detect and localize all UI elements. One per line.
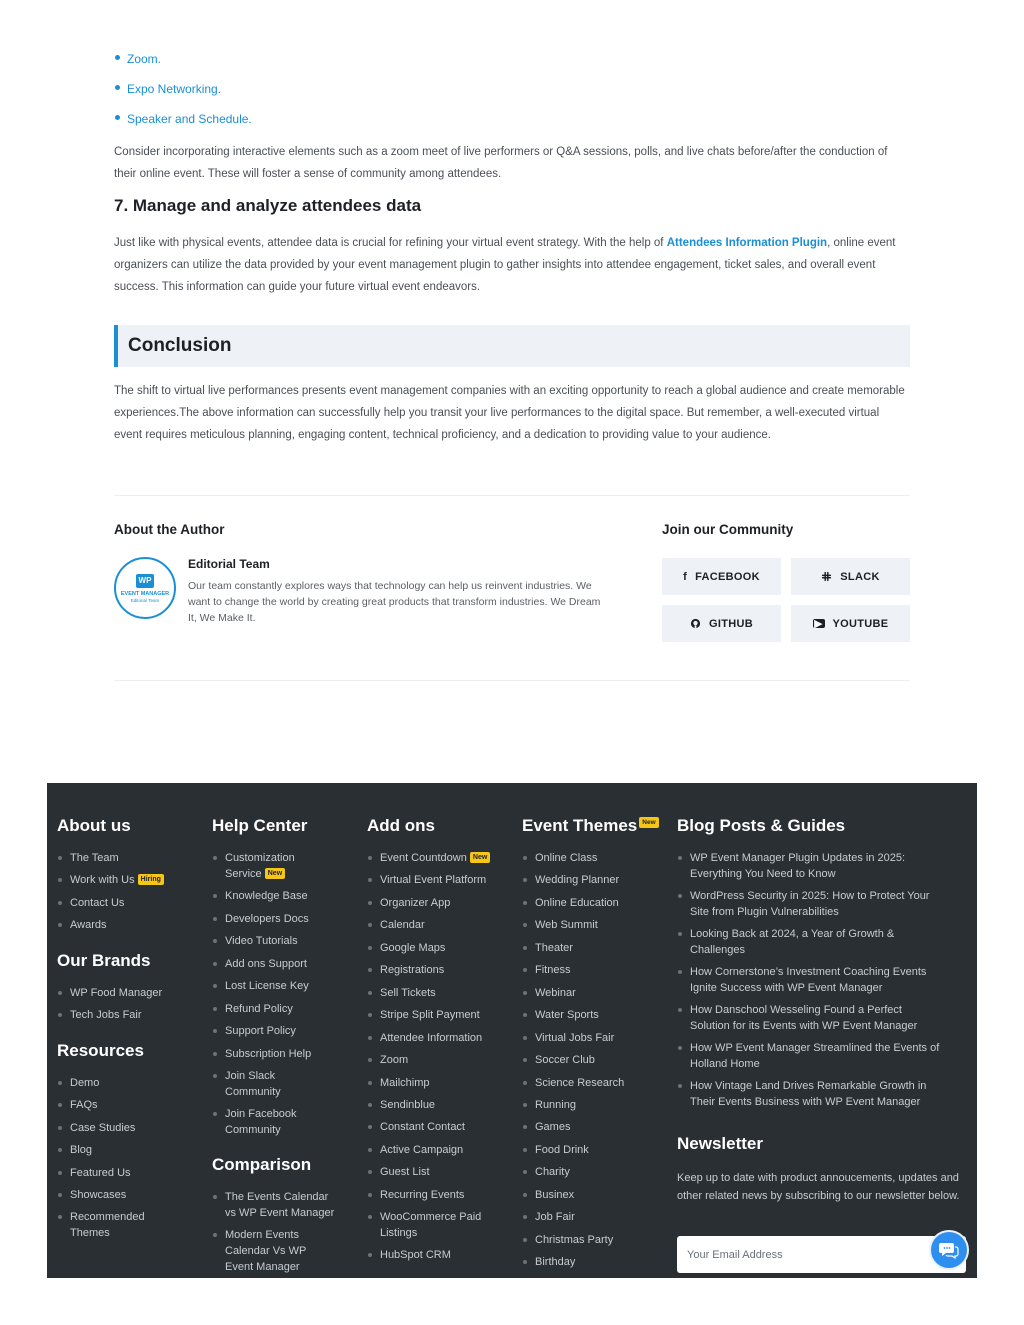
footer-link-cont[interactable] [212, 866, 285, 882]
footer-link[interactable]: WP Food Manager [57, 985, 162, 1001]
footer-link[interactable]: Lost License Key [212, 978, 309, 994]
footer-link[interactable]: The Events Calendar [212, 1189, 328, 1205]
section-heading: 7. Manage and analyze attendees data [114, 196, 422, 215]
footer-heading-label: Event Themes [522, 816, 638, 835]
newsletter-description: Keep up to date with product annoucements, updates and other related news by subscribing to our newsletter below. [677, 1172, 960, 1202]
footer-link-cont[interactable]: Solution for its Events with WP Event Manager [690, 1020, 918, 1032]
footer-link[interactable]: Blog [57, 1142, 92, 1158]
site-footer [47, 783, 977, 1278]
footer-heading-help: Help Center [212, 816, 308, 835]
slack-label: SLACK [840, 570, 880, 583]
footer-link-cont[interactable]: Community [225, 1124, 281, 1136]
facebook-label: FACEBOOK [695, 570, 760, 583]
author-bio: Our team constantly explores ways that technology can help us reinvent industries. We want to change the world by creating great products that transform industries. We Dream It, We Make It. [188, 580, 601, 624]
footer-link[interactable]: Join Slack [212, 1068, 275, 1084]
footer-link[interactable]: Virtual Jobs Fair [522, 1030, 614, 1046]
feature-list [114, 44, 252, 134]
footer-link[interactable]: Google Maps [367, 940, 445, 956]
divider [114, 495, 910, 496]
footer-link[interactable]: Refund Policy [212, 1001, 293, 1017]
footer-link[interactable]: Theater [522, 940, 573, 956]
footer-link[interactable]: Games [522, 1119, 570, 1135]
logo-line: Editorial Team [130, 597, 160, 603]
footer-link[interactable]: How Cornerstone’s Investment Coaching Events [677, 964, 926, 980]
paragraph-text: Just like with physical events, attendee data is crucial for refining your virtual event strategy. With the help of [114, 237, 667, 249]
footer-heading-brands: Our Brands [57, 951, 151, 970]
footer-heading-blog: Blog Posts & Guides [677, 816, 846, 835]
divider [114, 680, 910, 681]
footer-link[interactable]: Water Sports [522, 1007, 599, 1023]
footer-link[interactable]: WordPress Security in 2025: How to Protect Your [677, 888, 929, 904]
footer-link[interactable]: WP Event Manager Plugin Updates in 2025: [677, 850, 905, 866]
footer-link-cont[interactable]: Event Manager [225, 1261, 300, 1273]
paragraph-text: , online event organizers can utilize the data provided by your event management plugin to gather insights into attendee engagement, ticket sales, and overall event success. This information can guide your future virtual event endeavors. [114, 237, 896, 293]
footer-link[interactable] [367, 850, 490, 866]
community-heading: Join our Community [662, 522, 794, 537]
footer-link-cont[interactable]: Community [225, 1086, 281, 1098]
footer-link[interactable]: Zoom [367, 1052, 408, 1068]
footer-link[interactable]: Stripe Split Payment [367, 1007, 480, 1023]
footer-link-cont[interactable]: Site from Plugin Vulnerabilities [690, 906, 839, 918]
footer-link[interactable]: Running [522, 1097, 576, 1113]
footer-link[interactable]: Job Fair [522, 1209, 575, 1225]
footer-link[interactable]: Registrations [367, 962, 444, 978]
footer-link[interactable]: FAQs [57, 1097, 98, 1113]
new-badge: New [265, 868, 285, 879]
wp-logo-icon: WP [136, 574, 154, 588]
footer-link[interactable]: Knowledge Base [212, 888, 308, 904]
footer-link[interactable]: Sendinblue [367, 1097, 435, 1113]
footer-link-cont[interactable]: Their Events Business with WP Event Manager [690, 1096, 921, 1108]
footer-link[interactable]: Online Class [522, 850, 597, 866]
footer-link-label: Event Countdown [380, 852, 467, 864]
footer-link-cont[interactable]: Ignite Success with WP Event Manager [690, 982, 883, 994]
logo-line: EVENT MANAGER [120, 590, 170, 597]
list-item[interactable]: Speaker and Schedule. [114, 104, 252, 134]
footer-link[interactable]: Featured Us [57, 1165, 131, 1181]
footer-link[interactable]: Support Policy [212, 1023, 296, 1039]
footer-link-cont[interactable]: Listings [380, 1227, 418, 1239]
footer-link[interactable]: Join Facebook [212, 1106, 297, 1122]
paragraph-interactive: Consider incorporating interactive elements such as a zoom meet of live performers or Q&A sessions, polls, and live chats before/after the conduction of their online event. These will foster a sense of community among attendees. [114, 146, 888, 180]
hiring-badge: Hiring [138, 874, 164, 885]
footer-link[interactable]: Soccer Club [522, 1052, 595, 1068]
footer-link[interactable]: Add ons Support [212, 956, 307, 972]
footer-link-cont[interactable]: Challenges [690, 944, 746, 956]
list-item[interactable]: Zoom. [114, 44, 252, 74]
footer-link-cont[interactable]: Holland Home [690, 1058, 760, 1070]
footer-link[interactable]: Recommended [57, 1209, 145, 1225]
github-button[interactable] [662, 605, 781, 642]
footer-link[interactable]: The Team [57, 850, 119, 866]
footer-link[interactable]: Fitness [522, 962, 570, 978]
github-label: GITHUB [709, 617, 753, 630]
youtube-button[interactable] [791, 605, 910, 642]
footer-link[interactable] [57, 872, 164, 888]
new-badge: New [470, 852, 490, 863]
footer-link[interactable]: Showcases [57, 1187, 126, 1203]
footer-link[interactable]: Virtual Event Platform [367, 872, 486, 888]
youtube-icon: ▶ [814, 618, 823, 630]
footer-link[interactable]: Developers Docs [212, 911, 309, 927]
footer-heading-comparison: Comparison [212, 1155, 312, 1174]
list-item[interactable]: Expo Networking. [114, 74, 252, 104]
footer-link-cont[interactable]: Calendar Vs WP [225, 1245, 307, 1257]
about-author-heading: About the Author [114, 522, 225, 537]
footer-heading-newsletter: Newsletter [677, 1134, 763, 1153]
paragraph-conclusion: The shift to virtual live performances presents event management companies with an exciting opportunity to reach a global audience and create memorable experiences.The above information can successfully help you transit your live performances to the digital space. But remember, a well-executed virtual event requires meticulous planning, engaging content, technical proficiency, and a dedication to providing value to your audience. [114, 385, 905, 441]
footer-link[interactable]: Looking Back at 2024, a Year of Growth & [677, 926, 894, 942]
footer-heading-addons: Add ons [367, 816, 435, 835]
footer-link[interactable]: Customization [212, 850, 295, 866]
chat-icon [939, 1241, 959, 1259]
footer-link[interactable]: How Vintage Land Drives Remarkable Growth in [677, 1078, 926, 1094]
footer-link[interactable]: Subscription Help [212, 1046, 311, 1062]
footer-link[interactable]: Online Education [522, 895, 619, 911]
footer-link[interactable]: Mailchimp [367, 1075, 430, 1091]
footer-link[interactable]: Constant Contact [367, 1119, 465, 1135]
slack-icon [821, 571, 832, 582]
footer-link[interactable]: Sell Tickets [367, 985, 436, 1001]
footer-link-cont[interactable]: Everything You Need to Know [690, 868, 836, 880]
footer-link[interactable]: Case Studies [57, 1120, 135, 1136]
footer-heading-themes [522, 816, 659, 836]
footer-heading-about: About us [57, 816, 131, 835]
attendees-plugin-link[interactable]: Attendees Information Plugin [666, 237, 828, 249]
footer-link[interactable]: Contact Us [57, 895, 124, 911]
new-badge: New [639, 817, 658, 828]
footer-link[interactable]: How Danschool Wesseling Found a Perfect [677, 1002, 902, 1018]
chat-button[interactable] [929, 1230, 969, 1270]
footer-link-cont[interactable]: Themes [70, 1227, 110, 1239]
slack-button[interactable] [791, 558, 910, 595]
footer-link[interactable]: Attendee Information [367, 1030, 482, 1046]
footer-link[interactable]: How WP Event Manager Streamlined the Events of [677, 1040, 939, 1056]
github-icon [690, 618, 701, 629]
footer-link[interactable]: Organizer App [367, 895, 450, 911]
footer-link[interactable]: Christmas Party [522, 1232, 613, 1248]
footer-link[interactable]: Businex [522, 1187, 574, 1203]
facebook-button[interactable] [662, 558, 781, 595]
footer-link[interactable]: HubSpot CRM [367, 1247, 451, 1263]
footer-link[interactable]: Recurring Events [367, 1187, 464, 1203]
footer-link[interactable]: Calendar [367, 917, 425, 933]
paragraph-attendee-data [114, 232, 910, 298]
footer-link-cont[interactable]: vs WP Event Manager [225, 1207, 335, 1219]
footer-link[interactable]: Food Drink [522, 1142, 589, 1158]
footer-link[interactable]: Tech Jobs Fair [57, 1007, 142, 1023]
footer-link[interactable]: Birthday [522, 1254, 575, 1270]
footer-link[interactable]: Webinar [522, 985, 576, 1001]
author-name: Editorial Team [188, 557, 270, 571]
conclusion-heading-box [114, 325, 910, 367]
footer-link[interactable]: Charity [522, 1164, 570, 1180]
facebook-icon: f [683, 570, 688, 583]
footer-link[interactable]: Video Tutorials [212, 933, 298, 949]
footer-link[interactable]: Science Research [522, 1075, 624, 1091]
conclusion-title: Conclusion [128, 335, 232, 356]
footer-link[interactable]: Awards [57, 917, 106, 933]
footer-link[interactable]: WooCommerce Paid [367, 1209, 481, 1225]
footer-link-label: Service [225, 868, 262, 880]
footer-link[interactable]: Active Campaign [367, 1142, 463, 1158]
footer-heading-resources: Resources [57, 1041, 144, 1060]
footer-link[interactable]: Web Summit [522, 917, 598, 933]
footer-link[interactable]: Demo [57, 1075, 99, 1091]
author-avatar [114, 557, 176, 619]
footer-link[interactable]: Wedding Planner [522, 872, 619, 888]
footer-link-label: Work with Us [70, 874, 135, 886]
footer-link[interactable]: Modern Events [212, 1227, 299, 1243]
youtube-label: YOUTUBE [832, 617, 889, 630]
newsletter-email-input[interactable] [677, 1236, 966, 1273]
footer-link[interactable]: Guest List [367, 1164, 430, 1180]
